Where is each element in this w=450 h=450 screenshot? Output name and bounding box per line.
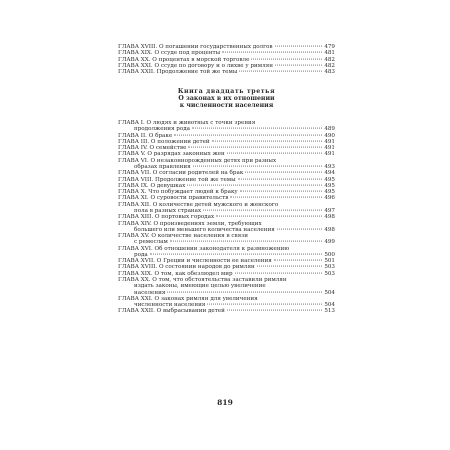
book-heading	[118, 88, 335, 110]
dot-leader	[251, 58, 322, 59]
toc-entry-page: 491	[324, 145, 335, 152]
toc-entry-page: 498	[324, 214, 335, 221]
toc-entry-text: ГЛАВА XIX. О ссуде под проценты	[118, 50, 221, 57]
toc-entry-page: 495	[324, 182, 335, 189]
dot-leader	[167, 291, 322, 292]
toc-entry-text: пола в разных странах	[134, 207, 202, 214]
toc-list-previous-book	[118, 44, 335, 75]
toc-entry	[118, 120, 335, 133]
toc-entry-text: ГЛАВА XI. О суровости правительств	[118, 195, 229, 202]
dot-leader	[238, 178, 323, 179]
toc-entry-page: 497	[324, 207, 335, 214]
toc-entry-text: ГЛАВА XV. О количестве населения в связи	[118, 233, 248, 240]
toc-entry-text: продолжения рода	[134, 126, 190, 133]
toc-entry-text: ГЛАВА XVII. О Греции и численности ее населения	[118, 258, 272, 265]
toc-entry-page: 483	[324, 69, 335, 76]
toc-entry	[118, 221, 335, 234]
toc-list	[118, 120, 335, 315]
toc-entry-page: 503	[324, 264, 335, 271]
toc-entry-text: ГЛАВА XIX. О том, как обезлюдел мир	[118, 270, 233, 277]
toc-entry	[118, 296, 335, 309]
dot-leader	[192, 128, 322, 129]
toc-entry-page: 479	[324, 44, 335, 50]
toc-entry-page: 499	[324, 239, 335, 246]
toc-entry	[118, 202, 335, 215]
toc-entry-text: рода	[134, 251, 148, 258]
toc-entry-text: ГЛАВА IV. О семействе	[118, 145, 187, 152]
toc-entry-text: ГЛАВА XXI. О ссуде по договору и о лихве у римлян	[118, 62, 273, 69]
toc-entry-page: 496	[324, 195, 335, 202]
toc-entry-text: ГЛАВА XXI. О законах римлян для увеличения	[118, 295, 258, 302]
dot-leader	[188, 147, 322, 148]
dot-leader	[277, 228, 323, 229]
toc-entry-text: ГЛАВА XVI. Об отношении законодателя к размножению	[118, 245, 290, 252]
dot-leader	[187, 184, 322, 185]
toc-entry-text: ГЛАВА VI. О незаконнорожденных детях при разных	[118, 157, 277, 164]
toc-entry-page: 500	[324, 251, 335, 258]
toc-entry-text: ГЛАВА XX. О процентах в морской торговле	[118, 56, 250, 63]
toc-entry	[118, 308, 335, 314]
toc-entry-text: ГЛАВА XIII. О портовых городах	[118, 214, 215, 221]
toc-entry-text: ГЛАВА X. Что побуждает людей к браку	[118, 189, 238, 196]
toc-entry	[118, 246, 335, 259]
toc-entry-page: 489	[324, 126, 335, 133]
dot-leader	[235, 272, 323, 273]
toc-entry-text: ГЛАВА III. О положении детей	[118, 138, 210, 145]
toc-entry	[118, 158, 335, 171]
dot-leader	[193, 166, 323, 167]
toc-entry-text: ГЛАВА XXII. О выбрасывании детей	[118, 308, 225, 315]
dot-leader	[207, 304, 322, 305]
toc-entry	[118, 277, 335, 296]
toc-entry-page: 504	[324, 302, 335, 309]
book-subtitle-line2: к численности населения	[179, 102, 274, 110]
toc-entry-text: издать законы, имеющие целью увеличение	[134, 283, 266, 290]
dot-leader	[216, 216, 322, 217]
dot-leader	[227, 153, 323, 154]
toc-entry-page: 493	[324, 163, 335, 170]
toc-entry-page: 504	[324, 289, 335, 296]
dot-leader	[239, 71, 322, 72]
toc-entry-page: 494	[324, 170, 335, 177]
book-title: Книга двадцать третья	[177, 88, 276, 95]
dot-leader	[227, 310, 322, 311]
dot-leader	[222, 52, 322, 53]
toc-entry-text: ГЛАВА VIII. Продолжение той же темы	[118, 176, 236, 183]
toc-entry-text: ГЛАВА VII. О согласии родителей на брак	[118, 170, 244, 177]
dot-leader	[257, 266, 323, 267]
dot-leader	[150, 254, 323, 255]
toc-entry-page: 495	[324, 176, 335, 183]
toc-entry-text: ГЛАВА I. О людях и животных с точки зрения	[118, 120, 256, 126]
toc-entry-text: большего или меньшего количества населения	[134, 226, 275, 233]
toc-entry-text: населения	[134, 289, 166, 296]
dot-leader	[275, 64, 322, 65]
page-number: 819	[217, 398, 233, 407]
dot-leader	[174, 134, 322, 135]
toc-entry-page: 490	[324, 132, 335, 139]
toc-entry-text: ГЛАВА XIV. О произведениях земли, требующих	[118, 220, 262, 227]
toc-entry-page: 482	[324, 56, 335, 63]
toc-entry	[118, 69, 335, 75]
toc-entry-text: образах правления	[134, 163, 191, 170]
dot-leader	[170, 241, 322, 242]
dot-leader	[245, 172, 322, 173]
toc-entry-page: 498	[324, 226, 335, 233]
dot-leader	[212, 140, 323, 141]
toc-entry-page: 482	[324, 62, 335, 69]
toc-entry-page: 501	[324, 258, 335, 265]
toc-entry-text: ГЛАВА IX. О девушках	[118, 182, 186, 189]
dot-leader	[230, 197, 322, 198]
dot-leader	[203, 210, 322, 211]
toc-entry-text: ГЛАВА XVIII. О состоянии народов до римлян	[118, 264, 255, 271]
toc-entry	[118, 233, 335, 246]
toc-entry-text: ГЛАВА XII. О количестве детей мужского и женского	[118, 201, 279, 208]
toc-entry-text: ГЛАВА XX. О том, что обстоятельства заставили римлян	[118, 277, 287, 284]
toc-entry-page: 513	[324, 308, 335, 315]
toc-entry-text: численности населения	[134, 302, 206, 309]
toc-entry-page: 503	[324, 270, 335, 277]
toc-entry-text: ГЛАВА XXII. Продолжение той же темы	[118, 69, 238, 76]
toc-entry-page: 491	[324, 138, 335, 145]
toc-entry-text: ГЛАВА II. О браке	[118, 132, 173, 139]
book-subtitle-line1: О законах в их отношении	[178, 95, 275, 103]
dot-leader	[274, 260, 323, 261]
dot-leader	[240, 191, 323, 192]
dot-leader	[275, 46, 323, 47]
toc-entry-page: 495	[324, 189, 335, 196]
toc-entry-page: 481	[324, 50, 335, 57]
toc-entry-text: ГЛАВА V. О разрядах законных жен	[118, 151, 225, 158]
toc-entry-text: ГЛАВА XVIII. О погашении государственных долгов	[118, 44, 273, 50]
toc-entry-text: с ремеслам	[134, 239, 168, 246]
toc-entry-page: 491	[324, 151, 335, 158]
